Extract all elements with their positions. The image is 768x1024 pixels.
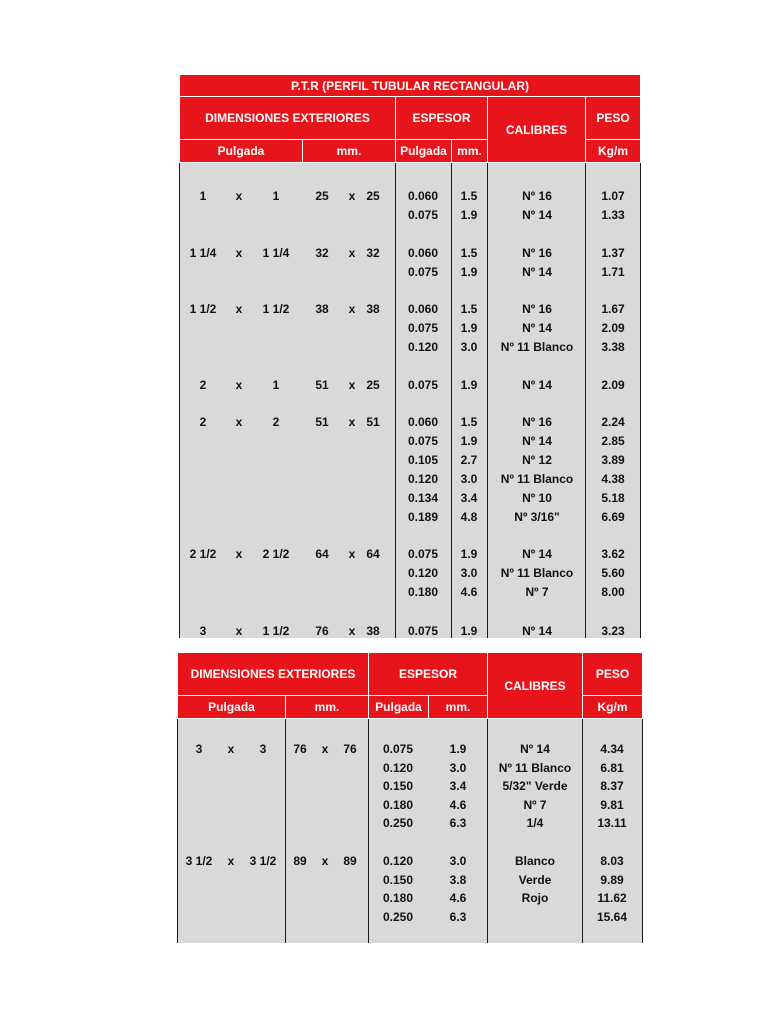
mm-a: 89 [293, 854, 307, 868]
espesor-mm: 1.5 [460, 415, 478, 429]
peso-kgm: 3.38 [601, 340, 625, 354]
espesor-mm: 1.5 [460, 302, 478, 316]
mm-a: 64 [315, 547, 329, 561]
peso-kgm: 8.03 [600, 854, 624, 868]
header-esp-mm: mm. [429, 696, 487, 718]
header-kgm: Kg/m [586, 140, 640, 162]
header-mm: mm. [303, 140, 395, 162]
pulgada-b: 3 1/2 [249, 854, 277, 868]
espesor-mm: 3.0 [449, 854, 467, 868]
pulgada-a: 2 1/2 [189, 547, 217, 561]
espesor-mm: 6.3 [449, 909, 467, 924]
header-dimensiones: DIMENSIONES EXTERIORES [178, 653, 368, 695]
espesor-pulgada: 0.075 [407, 624, 439, 638]
times-sign: x [348, 302, 356, 316]
times-sign: x [235, 189, 243, 203]
espesor-mm: 1.9 [460, 208, 478, 222]
peso-kgm: 9.81 [600, 797, 624, 812]
espesor-mm: 1.5 [460, 246, 478, 260]
header-pulgada: Pulgada [178, 696, 285, 718]
espesor-pulgada: 0.120 [382, 854, 414, 868]
peso-kgm: 13.11 [597, 816, 627, 830]
times-sign: x [321, 742, 329, 756]
calibre: Nº 11 Blanco [500, 340, 574, 354]
espesor-pulgada: 0.060 [407, 189, 439, 203]
espesor-mm: 3.4 [449, 779, 467, 793]
times-sign: x [348, 547, 356, 561]
times-sign: x [348, 189, 356, 203]
calibre: Nº 14 [522, 208, 552, 222]
header-calibres: CALIBRES [488, 97, 585, 162]
espesor-pulgada: 0.075 [407, 547, 439, 561]
mm-b: 32 [366, 246, 380, 260]
calibre: Verde [518, 872, 552, 887]
espesor-mm: 3.8 [449, 872, 467, 887]
espesor-pulgada: 0.134 [407, 491, 439, 505]
espesor-mm: 4.6 [449, 797, 467, 812]
espesor-mm: 1.9 [460, 265, 478, 279]
times-sign: x [348, 246, 356, 260]
espesor-pulgada: 0.120 [382, 760, 414, 775]
calibre: Nº 16 [522, 415, 552, 429]
peso-kgm: 1.67 [601, 302, 625, 316]
peso-kgm: 2.09 [601, 321, 625, 335]
times-sign: x [235, 302, 243, 316]
espesor-pulgada: 0.180 [382, 891, 414, 905]
peso-kgm: 1.33 [601, 208, 625, 222]
espesor-mm: 6.3 [449, 816, 467, 830]
espesor-pulgada: 0.180 [382, 797, 414, 812]
mm-b: 38 [366, 302, 380, 316]
calibre: Nº 14 [522, 624, 552, 638]
calibre: Nº 14 [522, 378, 552, 392]
mm-b: 64 [366, 547, 380, 561]
espesor-pulgada: 0.075 [407, 434, 439, 448]
pulgada-a: 3 [195, 742, 203, 756]
espesor-pulgada: 0.075 [407, 321, 439, 335]
calibre: Nº 10 [522, 491, 552, 505]
header-calibres: CALIBRES [488, 653, 582, 718]
calibre: Nº 11 Blanco [500, 472, 574, 486]
peso-kgm: 9.89 [600, 872, 624, 887]
espesor-pulgada: 0.250 [382, 816, 414, 830]
calibre: 1/4 [526, 816, 544, 830]
espesor-mm: 1.9 [460, 434, 478, 448]
mm-b: 25 [366, 189, 380, 203]
pulgada-a: 3 [199, 624, 207, 638]
times-sign: x [348, 378, 356, 392]
calibre: Nº 11 Blanco [500, 566, 574, 580]
pulgada-b: 1 [272, 189, 280, 203]
calibre: Nº 3/16" [514, 510, 560, 524]
peso-kgm: 8.37 [600, 779, 624, 793]
header-peso: PESO [583, 653, 642, 695]
pulgada-b: 3 [259, 742, 267, 756]
header-espesor: ESPESOR [396, 97, 487, 139]
espesor-pulgada: 0.120 [407, 340, 439, 354]
mm-b: 76 [343, 742, 357, 756]
pulgada-a: 3 1/2 [185, 854, 213, 868]
espesor-mm: 1.9 [460, 378, 478, 392]
mm-a: 51 [315, 378, 329, 392]
header-peso: PESO [586, 97, 640, 139]
espesor-pulgada: 0.180 [407, 585, 439, 599]
espesor-mm: 1.9 [460, 547, 478, 561]
espesor-pulgada: 0.075 [407, 265, 439, 279]
peso-kgm: 11.62 [597, 891, 627, 905]
calibre: Nº 16 [522, 189, 552, 203]
espesor-mm: 3.4 [460, 491, 478, 505]
mm-a: 76 [293, 742, 307, 756]
mm-a: 76 [315, 624, 329, 638]
calibre: Nº 16 [522, 246, 552, 260]
header-dimensiones: DIMENSIONES EXTERIORES [180, 97, 395, 139]
espesor-pulgada: 0.075 [407, 208, 439, 222]
header-espesor: ESPESOR [369, 653, 487, 695]
espesor-pulgada: 0.075 [382, 742, 414, 756]
espesor-mm: 4.8 [460, 510, 478, 524]
peso-kgm: 1.71 [601, 265, 625, 279]
pulgada-b: 2 [272, 415, 280, 429]
times-sign: x [348, 624, 356, 638]
calibre: Nº 14 [522, 265, 552, 279]
calibre: Nº 14 [522, 321, 552, 335]
mm-a: 51 [315, 415, 329, 429]
peso-kgm: 6.81 [600, 760, 624, 775]
espesor-mm: 1.9 [449, 742, 467, 756]
espesor-pulgada: 0.150 [382, 872, 414, 887]
peso-kgm: 5.18 [601, 491, 625, 505]
espesor-mm: 4.6 [460, 585, 478, 599]
peso-kgm: 6.69 [601, 510, 625, 524]
header-kgm: Kg/m [583, 696, 642, 718]
pulgada-a: 1 [199, 189, 207, 203]
mm-b: 38 [366, 624, 380, 638]
espesor-pulgada: 0.250 [382, 909, 414, 924]
peso-kgm: 1.37 [601, 246, 625, 260]
peso-kgm: 1.07 [601, 189, 625, 203]
times-sign: x [235, 415, 243, 429]
espesor-mm: 3.0 [449, 760, 467, 775]
peso-kgm: 3.89 [601, 453, 625, 467]
espesor-pulgada: 0.060 [407, 246, 439, 260]
espesor-pulgada: 0.120 [407, 566, 439, 580]
peso-kgm: 4.34 [600, 742, 624, 756]
espesor-pulgada: 0.120 [407, 472, 439, 486]
calibre: Nº 7 [525, 585, 549, 599]
pulgada-b: 1 1/2 [262, 302, 290, 316]
peso-kgm: 2.09 [601, 378, 625, 392]
espesor-pulgada: 0.075 [407, 378, 439, 392]
mm-b: 25 [366, 378, 380, 392]
pulgada-a: 1 1/2 [189, 302, 217, 316]
espesor-pulgada: 0.060 [407, 415, 439, 429]
peso-kgm: 8.00 [601, 585, 625, 599]
times-sign: x [348, 415, 356, 429]
pulgada-b: 1 1/4 [262, 246, 290, 260]
pulgada-a: 1 1/4 [189, 246, 217, 260]
peso-kgm: 3.62 [601, 547, 625, 561]
peso-kgm: 3.23 [601, 624, 625, 638]
calibre: Nº 11 Blanco [498, 760, 572, 775]
header-esp-pulgada: Pulgada [396, 140, 451, 162]
espesor-pulgada: 0.060 [407, 302, 439, 316]
times-sign: x [227, 742, 235, 756]
calibre: Nº 12 [522, 453, 552, 467]
table-title: P.T.R (PERFIL TUBULAR RECTANGULAR) [180, 75, 640, 96]
header-esp-pulgada: Pulgada [369, 696, 428, 718]
mm-b: 51 [366, 415, 380, 429]
times-sign: x [235, 547, 243, 561]
espesor-mm: 4.6 [449, 891, 467, 905]
pulgada-b: 1 [272, 378, 280, 392]
calibre: 5/32" Verde [502, 779, 568, 793]
espesor-pulgada: 0.105 [407, 453, 439, 467]
calibre: Nº 14 [520, 742, 550, 756]
header-mm: mm. [286, 696, 368, 718]
espesor-mm: 2.7 [460, 453, 478, 467]
mm-a: 38 [315, 302, 329, 316]
peso-kgm: 15.64 [596, 909, 628, 924]
pulgada-a: 2 [199, 378, 207, 392]
espesor-mm: 1.9 [460, 321, 478, 335]
times-sign: x [235, 378, 243, 392]
espesor-mm: 3.0 [460, 472, 478, 486]
times-sign: x [235, 624, 243, 638]
calibre: Nº 14 [522, 547, 552, 561]
espesor-mm: 1.5 [460, 189, 478, 203]
times-sign: x [227, 854, 235, 868]
pulgada-b: 1 1/2 [262, 624, 290, 638]
espesor-pulgada: 0.189 [407, 510, 439, 524]
calibre: Blanco [514, 854, 556, 868]
espesor-mm: 3.0 [460, 566, 478, 580]
mm-a: 32 [315, 246, 329, 260]
pulgada-b: 2 1/2 [262, 547, 290, 561]
peso-kgm: 5.60 [601, 566, 625, 580]
peso-kgm: 2.24 [601, 415, 625, 429]
pulgada-a: 2 [199, 415, 207, 429]
header-esp-mm: mm. [452, 140, 487, 162]
espesor-mm: 1.9 [460, 624, 478, 638]
calibre: Rojo [521, 891, 549, 905]
calibre: Nº 14 [522, 434, 552, 448]
mm-b: 89 [343, 854, 357, 868]
espesor-mm: 3.0 [460, 340, 478, 354]
peso-kgm: 4.38 [601, 472, 625, 486]
mm-a: 25 [315, 189, 329, 203]
peso-kgm: 2.85 [601, 434, 625, 448]
espesor-pulgada: 0.150 [382, 779, 414, 793]
times-sign: x [321, 854, 329, 868]
times-sign: x [235, 246, 243, 260]
header-pulgada: Pulgada [180, 140, 302, 162]
calibre: Nº 16 [522, 302, 552, 316]
calibre: Nº 7 [523, 797, 547, 812]
